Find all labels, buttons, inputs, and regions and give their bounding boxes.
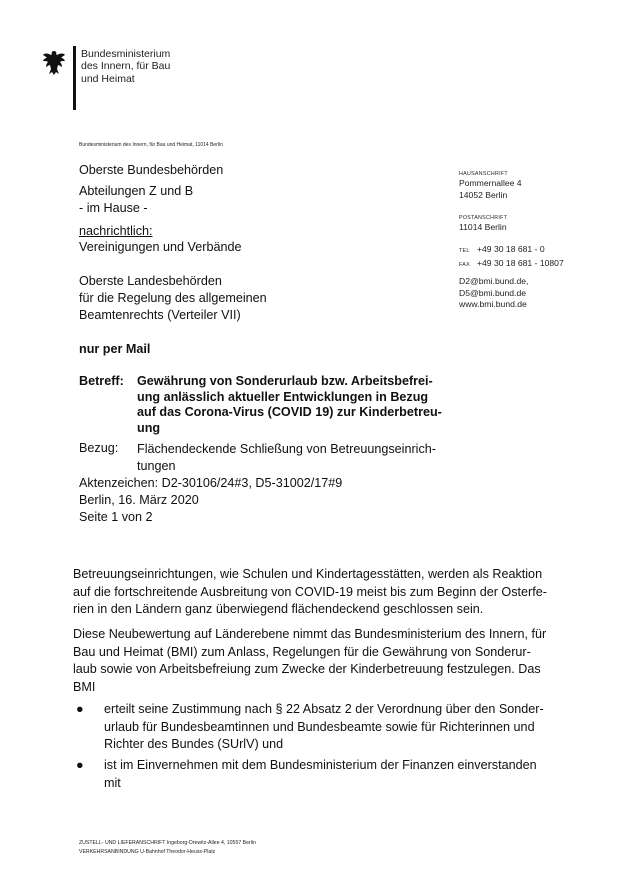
tel-value: +49 30 18 681 - 0 — [477, 244, 545, 254]
recipient-line: Oberste Bundesbehörden — [79, 163, 224, 177]
house-street: Pommernallee 4 — [459, 178, 522, 188]
sender-return-address: Bundesministerium des Innern, für Bau und Heimat, 11014 Berlin — [79, 142, 223, 148]
ministry-logo-text: Bundesministerium des Innern, für Bau und Heimat — [81, 48, 171, 85]
bullet-icon: ● — [76, 702, 84, 716]
delivery-note: nur per Mail — [79, 342, 151, 356]
reference-label: Bezug: — [79, 441, 119, 455]
phone-block — [459, 244, 564, 271]
list-item: erteilt seine Zustimmung nach § 22 Absatz 2 der Verordnung über den Sonder- urlaub für Bundesbeamtinnen und Bundesbeamte sowie für Richterinnen und Richter des Bundes (SUrlV) und — [104, 702, 544, 751]
letter-date: Berlin, 16. März 2020 — [79, 493, 199, 507]
postal-city: 11014 Berlin — [459, 222, 507, 232]
house-city: 14052 Berlin — [459, 189, 508, 200]
logo-divider — [73, 46, 76, 110]
cc-label: nachrichtlich: — [79, 224, 153, 238]
email-1: D2@bmi.bund.de, — [459, 276, 529, 286]
reference-text: Flächendeckende Schließung von Betreuungseinrich- tungen — [137, 442, 436, 473]
phone-row — [459, 244, 564, 258]
recipient-line: - im Hause - — [79, 201, 148, 215]
federal-eagle-icon — [42, 50, 66, 76]
recipient-line: Beamtenrechts (Verteiler VII) — [79, 308, 241, 322]
bullet-icon: ● — [76, 758, 84, 772]
page-number: Seite 1 von 2 — [79, 510, 153, 524]
subject-text: Gewährung von Sonderurlaub bzw. Arbeitsbefrei- ung anlässlich aktueller Entwicklungen in Bezug auf das Corona-Virus (COVID 19) zur Kinderbetreu- ung — [137, 374, 442, 435]
subject-label: Betreff: — [79, 374, 124, 388]
body-paragraph: Diese Neubewertung auf Länderebene nimmt das Bundesministerium des Innern, für Bau und Heimat (BMI) zum Anlass, Regelungen für die Gewährung von Sonderur- laub sowie von Arbeitsbefreiung zum Zwecke der Kinderbetreuung festzulegen. Das BMI — [73, 627, 547, 694]
list-item: ist im Einvernehmen mit dem Bundesministerium der Finanzen einverstanden mit — [104, 758, 537, 790]
email-2: D5@bmi.bund.de — [459, 287, 527, 298]
house-address-label: HAUSANSCHRIFT — [459, 171, 508, 177]
recipient-line: Abteilungen Z und B — [79, 184, 194, 198]
file-reference: Aktenzeichen: D2-30106/24#3, D5-31002/17#9 — [79, 476, 343, 490]
body-paragraph: Betreuungseinrichtungen, wie Schulen und Kindertagesstätten, werden als Reaktion auf die fortschreitende Ausbreitung von COVID-19 meist bis zum Beginn der Osterfe- rien in den Ländern ganz überwiegend flächendeckend geschlossen sein. — [73, 567, 547, 616]
tel-label: TEL — [459, 248, 470, 254]
fax-label: FAX — [459, 261, 470, 268]
recipient-line: für die Regelung des allgemeinen — [79, 291, 267, 305]
postal-address-label: POSTANSCHRIFT — [459, 215, 508, 221]
recipient-line: Oberste Landesbehörden — [79, 274, 222, 288]
fax-value: +49 30 18 681 - 10807 — [477, 257, 564, 268]
house-address — [459, 170, 522, 201]
fax-row — [459, 258, 564, 272]
website: www.bmi.bund.de — [459, 299, 527, 309]
postal-address — [459, 214, 507, 234]
footer-delivery-address: ZUSTELL- UND LIEFERANSCHRIFT Ingeborg-Drewitz-Allee 4, 10557 Berlin — [79, 840, 256, 846]
recipient-line: Vereinigungen und Verbände — [79, 240, 242, 254]
contact-online — [459, 276, 528, 311]
footer-transit: VERKEHRSANBINDUNG U-Bahnhof Theodor-Heuss-Platz — [79, 849, 216, 855]
